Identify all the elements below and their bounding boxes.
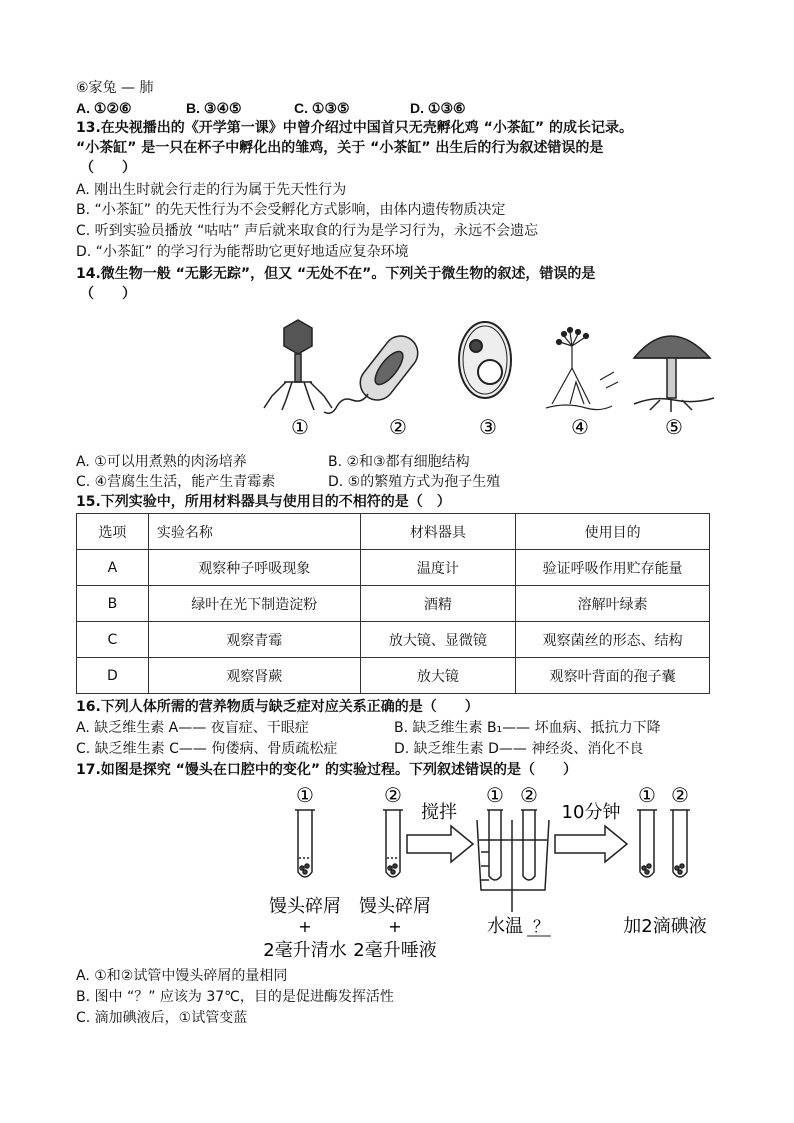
water-temp-label: 水温 xyxy=(487,916,523,937)
table-cell: B xyxy=(77,586,149,622)
q16-option-a: A. 缺乏维生素 A—— 夜盲症、干眼症 xyxy=(76,720,309,736)
table-cell: D xyxy=(77,658,149,694)
water-label: 2毫升清水 xyxy=(263,940,347,961)
plus-1: + xyxy=(298,917,312,936)
tube-label-2: ② xyxy=(384,783,402,807)
plus-2: + xyxy=(388,917,402,936)
q13-stem-line2: “小茶缸” 是一只在杯子中孵化出的雏鸡，关于 “小茶缸” 出生后的行为叙述错误的是 xyxy=(76,140,604,156)
final-tube-label-1: ① xyxy=(638,783,656,807)
crumbs-label-2: 馒头碎屑 xyxy=(359,896,431,917)
mushroom-illustration xyxy=(634,336,714,412)
beaker-tube-label-1: ① xyxy=(486,783,504,807)
table-cell: 观察叶背面的孢子囊 xyxy=(516,658,710,694)
q15-stem: 15.下列实验中，所用材料器具与使用目的不相符的是（ ） xyxy=(76,494,451,510)
table-header: 使用目的 xyxy=(516,514,710,550)
wait-arrow xyxy=(555,826,627,862)
q17-stem: 17.如图是探究 “馒头在口腔中的变化” 的实验过程。下列叙述错误的是（ ） xyxy=(76,762,577,778)
q13-stem-line1: 13.在央视播出的《开学第一课》中曾介绍过中国首只无壳孵化鸡 “小茶缸” 的成长记录。 xyxy=(76,120,633,136)
figure-label-4: ④ xyxy=(571,415,589,439)
q12-option-d: D. ①③⑥ xyxy=(410,100,466,116)
q13-option-c: C. 听到实验员播放 “咕咕” 声后就来取食的行为是学习行为，永远不会遗忘 xyxy=(76,223,539,239)
tube-label-1: ① xyxy=(296,783,314,807)
table-cell: 放大镜、显微镜 xyxy=(360,622,516,658)
figure-label-1: ① xyxy=(291,415,309,439)
bacterium-illustration xyxy=(324,329,425,413)
q17-option-c: C. 滴加碘液后，①试管变蓝 xyxy=(76,1010,248,1026)
beaker-tube-label-2: ② xyxy=(520,783,538,807)
q14-option-a: A. ①可以用煮熟的肉汤培养 xyxy=(76,454,247,470)
table-cell: 观察菌丝的形态、结构 xyxy=(516,622,710,658)
table-header: 材料器具 xyxy=(360,514,516,550)
q16-option-b: B. 缺乏维生素 B₁—— 坏血病、抵抗力下降 xyxy=(394,720,661,736)
table-header: 选项 xyxy=(77,514,149,550)
table-cell: 观察种子呼吸现象 xyxy=(148,550,360,586)
q16-stem: 16.下列人体所需的营养物质与缺乏症对应关系正确的是（ ） xyxy=(76,699,479,715)
table-row xyxy=(77,586,710,622)
q14-stem: 14.微生物一般 “无影无踪”，但又 “无处不在”。下列关于微生物的叙述，错误的是 xyxy=(76,266,596,282)
table-cell: A xyxy=(77,550,149,586)
bacteriophage-illustration xyxy=(264,320,332,410)
q12-option-c: C. ①③⑤ xyxy=(294,100,350,116)
q13-option-a: A. 刚出生时就会行走的行为属于先天性行为 xyxy=(76,182,347,198)
final-test-tubes xyxy=(637,810,690,877)
yeast-illustration xyxy=(459,322,511,398)
test-tube-1 xyxy=(295,810,315,877)
q16-option-c: C. 缺乏维生素 C—— 佝偻病、骨质疏松症 xyxy=(76,741,338,757)
table-row xyxy=(77,622,710,658)
table-cell: 溶解叶绿素 xyxy=(516,586,710,622)
stir-arrow xyxy=(407,826,473,862)
microbes-figure xyxy=(250,308,720,443)
table-cell: 酒精 xyxy=(360,586,516,622)
table-cell: 温度计 xyxy=(360,550,516,586)
test-tube-2 xyxy=(383,810,403,877)
q14-answer-blank: （ ） xyxy=(80,286,136,302)
q12-option-b: B. ③④⑤ xyxy=(186,100,242,116)
final-tube-label-2: ② xyxy=(671,783,689,807)
table-header: 实验名称 xyxy=(148,514,360,550)
q12-options xyxy=(76,98,710,118)
q14-options-row1 xyxy=(76,452,710,472)
iodine-label: 加2滴碘液 xyxy=(623,916,707,937)
q14-option-c: C. ④营腐生生活，能产生青霉素 xyxy=(76,474,276,490)
q17-option-b: B. 图中 “？” 应该为 37℃，目的是促进酶发挥活性 xyxy=(76,989,394,1005)
q13-option-b: B. “小茶缸” 的先天性行为不会受孵化方式影响，由体内遗传物质决定 xyxy=(76,202,506,218)
q14-option-d: D. ⑤的繁殖方式为孢子生殖 xyxy=(328,474,501,490)
stir-label: 搅拌 xyxy=(421,802,457,823)
water-temp-unknown: ？ xyxy=(533,917,550,936)
table-header-row xyxy=(77,514,710,550)
q14-options-row2 xyxy=(76,472,710,492)
table-cell: 放大镜 xyxy=(360,658,516,694)
prev-item-line: ⑥家兔 — 肺 xyxy=(76,80,154,96)
time-label: 10分钟 xyxy=(561,802,621,823)
table-cell: C xyxy=(77,622,149,658)
saliva-label: 2毫升唾液 xyxy=(353,940,437,961)
table-cell: 观察青霉 xyxy=(148,622,360,658)
figure-label-2: ② xyxy=(389,415,407,439)
q16-options-row1 xyxy=(76,718,710,738)
table-cell: 验证呼吸作用贮存能量 xyxy=(516,550,710,586)
table-cell: 绿叶在光下制造淀粉 xyxy=(148,586,360,622)
water-bath-beaker xyxy=(477,810,549,912)
q13-answer-blank: （ ） xyxy=(80,160,136,176)
table-cell: 观察肾蕨 xyxy=(148,658,360,694)
table-row xyxy=(77,550,710,586)
experiment-table xyxy=(76,513,710,694)
crumbs-label-1: 馒头碎屑 xyxy=(269,896,341,917)
q17-option-a: A. ①和②试管中馒头碎屑的量相同 xyxy=(76,968,288,984)
figure-label-3: ③ xyxy=(479,415,497,439)
saliva-experiment-figure xyxy=(255,780,725,965)
q14-option-b: B. ②和③都有细胞结构 xyxy=(328,454,470,470)
table-row xyxy=(77,658,710,694)
q12-option-a: A. ①②⑥ xyxy=(76,100,132,116)
q16-option-d: D. 缺乏维生素 D—— 神经炎、消化不良 xyxy=(394,741,644,757)
q13-option-d: D. “小茶缸” 的学习行为能帮助它更好地适应复杂环境 xyxy=(76,244,409,260)
penicillium-illustration xyxy=(546,328,618,410)
q16-options-row2 xyxy=(76,739,710,759)
figure-label-5: ⑤ xyxy=(665,415,683,439)
